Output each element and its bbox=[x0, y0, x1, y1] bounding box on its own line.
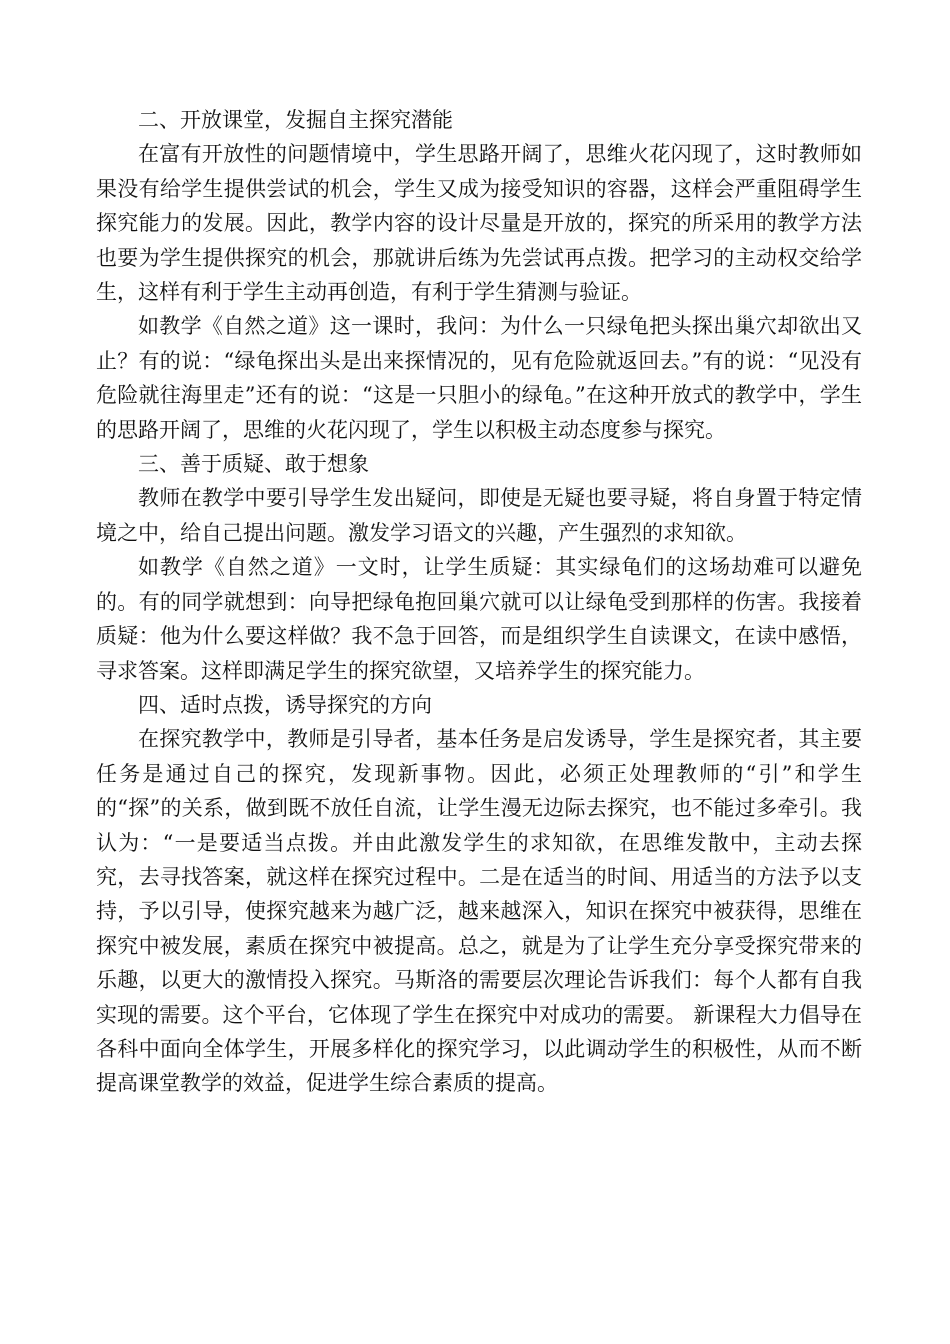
paragraph: 如教学《自然之道》一文时，让学生质疑：其实绿龟们的这场劫难可以避免的。有的同学就想到：向导把绿龟抱回巢穴就可以让绿龟受到那样的伤害。我接着质疑：他为什么要这样做？我不急于回答，而是组织学生自读课文，在读中感悟，寻求答案。这样即满足学生的探究欲望，又培养学生的探究能力。 bbox=[96, 555, 862, 683]
section-heading-2: 二、开放课堂，发掘自主探究潜能 bbox=[138, 108, 453, 132]
section-heading-4: 四、适时点拨，诱导探究的方向 bbox=[138, 692, 432, 717]
paragraph: 教师在教学中要引导学生发出疑问，即使是无疑也要寻疑，将自身置于特定情境之中，给自己提出问题。激发学习语文的兴趣，产生强烈的求知欲。 bbox=[96, 486, 862, 545]
paragraph: 在探究教学中，教师是引导者，基本任务是启发诱导，学生是探究者，其主要任务是通过自己的探究，发现新事物。因此，必须正处理教师的“引”和学生的“探”的关系，做到既不放任自流，让学生漫无边际去探究，也不能过多牵引。我认为：“一是要适当点拨。并由此激发学生的求知欲，在思维发散中，主动去探究，去寻找答案，就这样在探究过程中。二是在适当的时间、用适当的方法予以支持，予以引导，使探究越来为越广泛，越来越深入，知识在探究中被获得，思维在探究中被发展，素质在探究中被提高。总之，就是为了让学生充分享受探究带来的乐趣，以更大的激情投入探究。马斯洛的需要层次理论告诉我们：每个人都有自我实现的需要。这个平台，它体现了学生在探究中对成功的需要。 新课程大力倡导在各科中面向全体学生，开展多样化的探究学习，以此调动学生的积极性，从而不断提高课堂教学的效益，促进学生综合素质的提高。 bbox=[96, 727, 862, 1096]
paragraph: 如教学《自然之道》这一课时，我问：为什么一只绿龟把头探出巢穴却欲出又止？有的说：“绿龟探出头是出来探情况的，见有危险就返回去。”有的说：“见没有危险就往海里走”还有的说：“这是一只胆小的绿龟。”在这种开放式的教学中，学生的思路开阔了，思维的火花闪现了，学生以积极主动态度参与探究。 bbox=[96, 314, 862, 442]
document-body bbox=[96, 103, 862, 1101]
section-heading-3: 三、善于质疑、敢于想象 bbox=[138, 452, 369, 477]
paragraph: 在富有开放性的问题情境中，学生思路开阔了，思维火花闪现了，这时教师如果没有给学生提供尝试的机会，学生又成为接受知识的容器，这样会严重阻碍学生探究能力的发展。因此，教学内容的设计尽量是开放的，探究的所采用的教学方法也要为学生提供探究的机会，那就讲后练为先尝试再点拨。把学习的主动权交给学生，这样有利于学生主动再创造，有利于学生猜测与验证。 bbox=[96, 142, 862, 305]
